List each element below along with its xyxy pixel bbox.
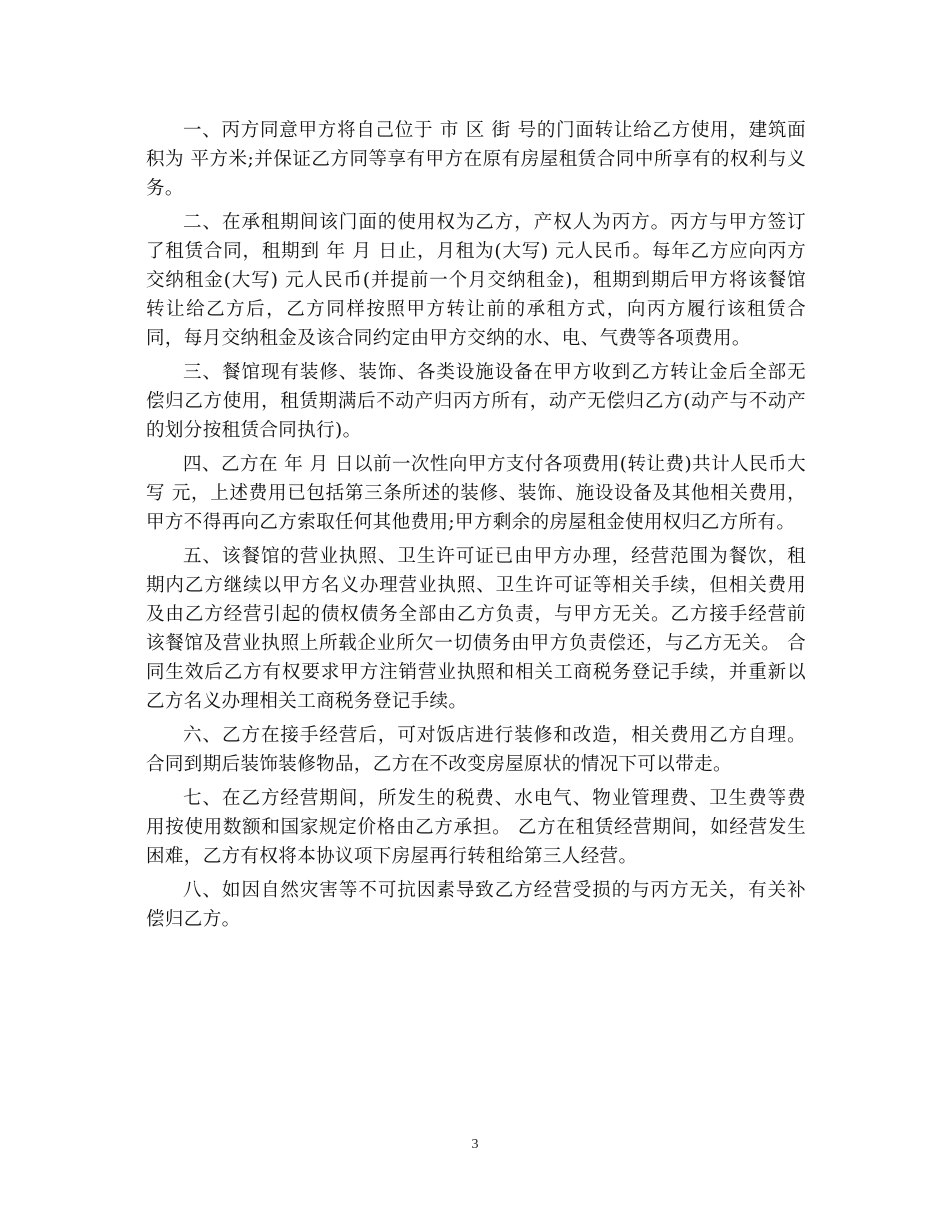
clause-1-paragraph: 一、丙方同意甲方将自己位于 市 区 街 号的门面转让给乙方使用，建筑面积为 平方米;并保证乙方同等享有甲方在原有房屋租赁合同中所享有的权利与义务。 (146, 120, 806, 199)
clause-5-paragraph: 五、该餐馆的营业执照、卫生许可证已由甲方办理，经营范围为餐饮，租期内乙方继续以甲方名义办理营业执照、卫生许可证等相关手续，但相关费用及由乙方经营引起的债权债务全部由乙方负责，与甲方无关。乙方接手经营前该餐馆及营业执照上所载企业所欠一切债务由甲方负责偿还，与乙方无关。 合同生效后乙方有权要求甲方注销营业执照和相关工商税务登记手续，并重新以乙方名义办理相关工商税务登记手续。 (146, 546, 806, 712)
page-number: 3 (471, 1137, 479, 1152)
clause-6-paragraph: 六、乙方在接手经营后，可对饭店进行装修和改造，相关费用乙方自理。合同到期后装饰装修物品，乙方在不改变房屋原状的情况下可以带走。 (146, 725, 806, 775)
clause-4-paragraph: 四、乙方在 年 月 日以前一次性向甲方支付各项费用(转让费)共计人民币大写 元，上述费用已包括第三条所述的装修、装饰、施设设备及其他相关费用，甲方不得再向乙方索取任何其他费用;甲方剩余的房屋租金使用权归乙方所有。 (146, 454, 806, 533)
clause-3-paragraph: 三、餐馆现有装修、装饰、各类设施设备在甲方收到乙方转让金后全部无偿归乙方使用，租赁期满后不动产归丙方所有，动产无偿归乙方(动产与不动产的划分按租赁合同执行)。 (146, 362, 806, 441)
contract-body (146, 116, 806, 939)
clause-8-paragraph: 八、如因自然灾害等不可抗因素导致乙方经营受损的与丙方无关，有关补偿归乙方。 (146, 880, 806, 930)
clause-2-paragraph: 二、在承租期间该门面的使用权为乙方，产权人为丙方。丙方与甲方签订了租赁合同，租期到 年 月 日止，月租为(大写) 元人民币。每年乙方应向丙方交纳租金(大写) 元人民币(并提前一个月交纳租金)，租期到期后甲方将该餐馆转让给乙方后，乙方同样按照甲方转让前的承租方式，向丙方履行该租赁合同，每月交纳租金及该合同约定由甲方交纳的水、电、气费等各项费用。 (146, 212, 806, 349)
clause-7-paragraph: 七、在乙方经营期间，所发生的税费、水电气、物业管理费、卫生费等费用按使用数额和国家规定价格由乙方承担。 乙方在租赁经营期间，如经营发生困难，乙方有权将本协议项下房屋再行转租给第三人经营。 (146, 788, 806, 867)
